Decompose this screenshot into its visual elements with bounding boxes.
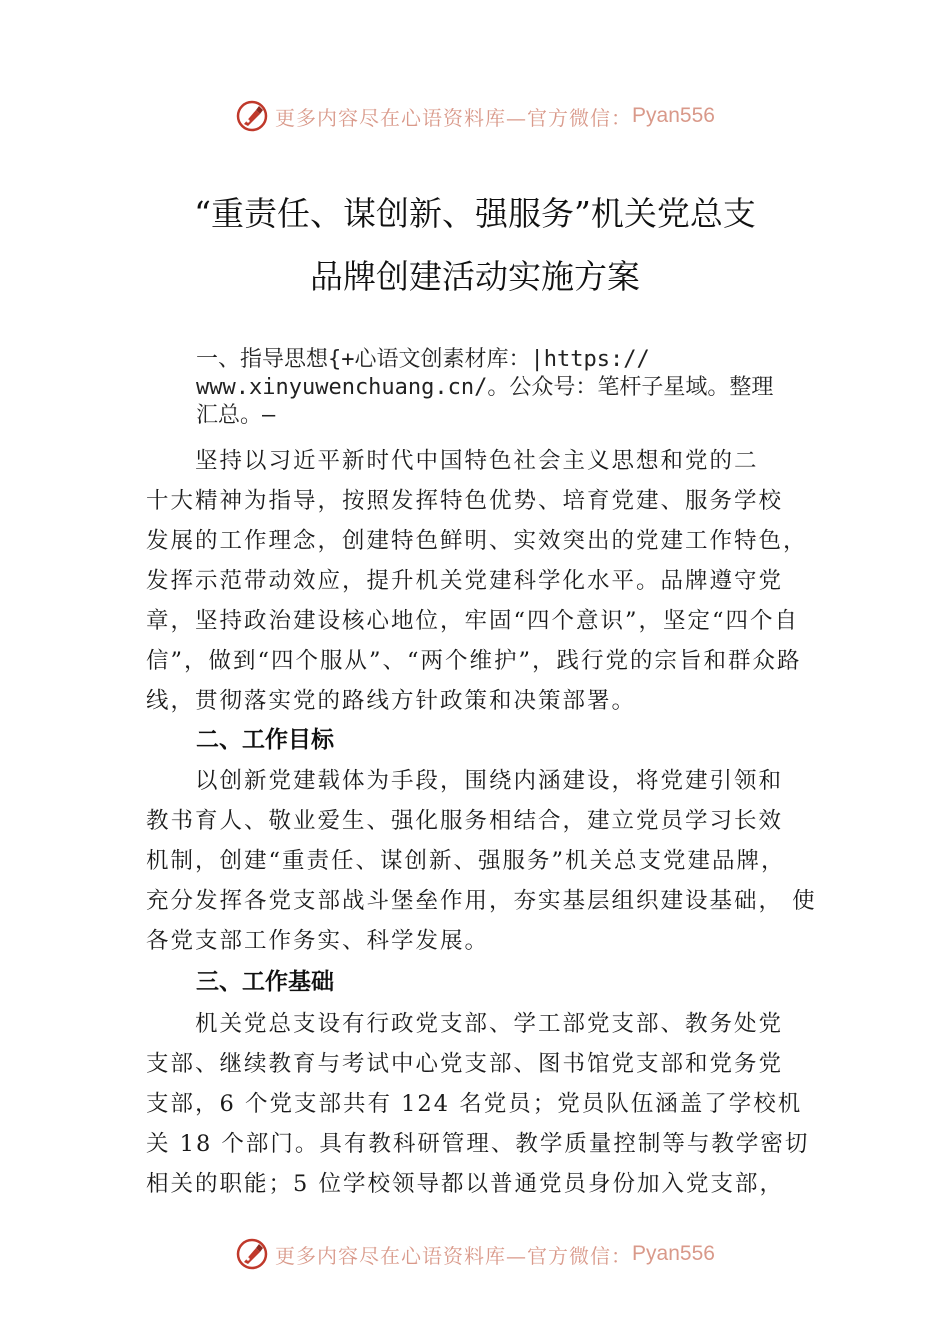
footer-banner bbox=[0, 1234, 950, 1274]
paragraph-line: 发挥示范带动效应，提升机关党建科学化水平。品牌遵守党 bbox=[146, 568, 784, 594]
paragraph-line: 十大精神为指导，按照发挥特色优势、培育党建、服务学校 bbox=[146, 488, 784, 514]
paragraph-line: 关 18 个部门。具有教科研管理、教学质量控制等与教学密切 bbox=[146, 1131, 810, 1157]
banner-text: 更多内容尽在心语资料库—官方微信： bbox=[275, 1243, 633, 1268]
paragraph-goals bbox=[146, 761, 822, 961]
paragraph-line: 机关党总支设有行政党支部、学工部党支部、教务处党 bbox=[146, 1011, 784, 1037]
pen-nib-logo-icon bbox=[235, 99, 269, 133]
banner-text: 更多内容尽在心语资料库—官方微信： bbox=[275, 105, 633, 130]
paragraph-line: 坚持以习近平新时代中国特色社会主义思想和党的二 bbox=[146, 448, 759, 474]
paragraph-line: 支部，6 个党支部共有 124 名党员；党员队伍涵盖了学校机 bbox=[146, 1091, 803, 1117]
paragraph-line: 信”，做到“四个服从”、“两个维护”，践行党的宗旨和群众路 bbox=[146, 648, 802, 674]
guide-line: 一、指导思想{+心语文创素材库：|https:// bbox=[196, 347, 650, 372]
paragraph-line: 发展的工作理念，创建特色鲜明、实效突出的党建工作特色， bbox=[146, 528, 808, 554]
document-title-line-1: “重责任、谋创新、强服务”机关党总支 bbox=[194, 194, 756, 233]
banner-wechat-id: Pyan556 bbox=[632, 1242, 715, 1265]
paragraph-line: 章，坚持政治建设核心地位，牢固“四个意识”，坚定“四个自 bbox=[146, 608, 800, 634]
pen-nib-logo-icon bbox=[235, 1237, 269, 1271]
paragraph-line: 支部、继续教育与考试中心党支部、图书馆党支部和党务党 bbox=[146, 1051, 784, 1077]
paragraph-line: 充分发挥各党支部战斗堡垒作用，夯实基层组织建设基础， 使 bbox=[146, 888, 817, 914]
document-title-line-2: 品牌创建活动实施方案 bbox=[310, 257, 640, 296]
paragraph-line: 相关的职能；5 位学校领导都以普通党员身份加入党支部， bbox=[146, 1171, 784, 1197]
paragraph-foundation bbox=[146, 1004, 822, 1204]
guide-line: 汇总。— bbox=[196, 403, 276, 428]
section-heading-foundation: 三、工作基础 bbox=[196, 969, 334, 995]
paragraph-line: 教书育人、敬业爱生、强化服务相结合，建立党员学习长效 bbox=[146, 808, 784, 834]
paragraph-line: 线，贯彻落实党的路线方针政策和决策部署。 bbox=[146, 688, 637, 714]
banner-wechat-id: Pyan556 bbox=[632, 104, 715, 127]
paragraph-guiding-thought bbox=[146, 441, 822, 721]
guide-heading bbox=[196, 346, 836, 430]
section-heading-goals: 二、工作目标 bbox=[196, 727, 334, 753]
paragraph-line: 机制，创建“重责任、谋创新、强服务”机关总支党建品牌， bbox=[146, 848, 786, 874]
paragraph-line: 各党支部工作务实、科学发展。 bbox=[146, 928, 490, 954]
paragraph-line: 以创新党建载体为手段，围绕内涵建设，将党建引领和 bbox=[146, 768, 784, 794]
header-banner bbox=[0, 96, 950, 136]
guide-line: www.xinyuwenchuang.cn/。公众号：笔杆子星域。整理 bbox=[196, 375, 774, 400]
